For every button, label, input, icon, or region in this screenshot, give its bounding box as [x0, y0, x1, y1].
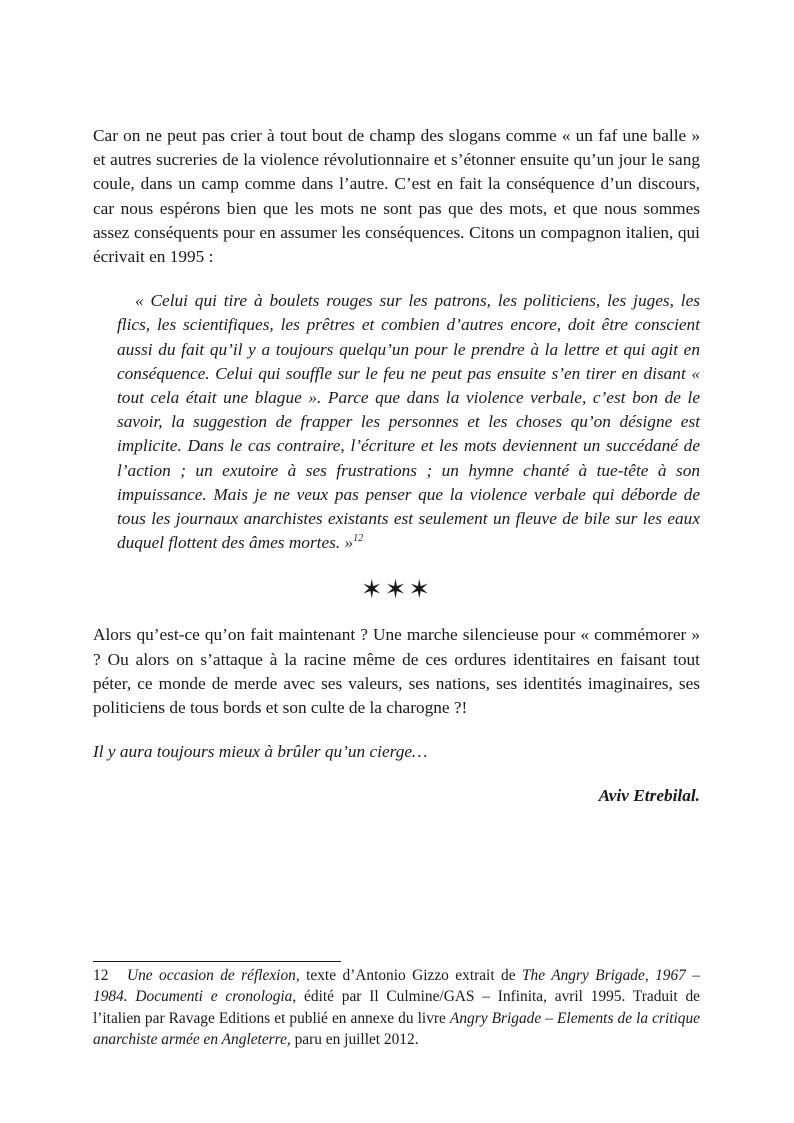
footnote-source: The Angry Brigade, 1967 – 1984. Documenti e cronologia: [93, 967, 700, 1006]
block-quote: [117, 289, 700, 555]
footnote: [93, 965, 700, 1050]
author-signature: Aviv Etrebilal.: [598, 786, 700, 806]
closing-line: Il y aura toujours mieux à brûler qu’un cierge…: [93, 742, 428, 762]
footnote-title: Une occasion de réflexion: [127, 967, 296, 984]
footnote-text-3: paru en juillet 2012.: [290, 1030, 419, 1048]
section-separator: ✶✶✶: [360, 575, 433, 606]
paragraph-question: Alors qu’est-ce qu’on fait maintenant ? Une marche silencieuse pour « commémorer » ? Ou alors on s’attaque à la racine même de ces ordures identitaires en faisant tout péter, ce monde de merde avec ses valeurs, ses nations, ses identités imaginaires, ses politiciens de tous bords et son culte de la charogne ?!: [93, 625, 700, 718]
footnote-book: Angry Brigade – Elements de la critique anarchiste armée en Angleterre,: [93, 1009, 700, 1048]
page-body: [93, 124, 700, 809]
footnote-text-1: , texte d’Antonio Gizzo extrait de: [295, 967, 522, 984]
footnote-reference[interactable]: 12: [353, 533, 364, 545]
quote-text: « Celui qui tire à boulets rouges sur les patrons, les politiciens, les juges, les flics, les scientifiques, les prêtres et combien d’autres encore, doit être conscient aussi du fait qu’il y a toujours quelqu’un pour le prendre à la lettre et qui agit en conséquence. Celui qui souffle sur le feu ne peut pas ensuite s’en tirer en disant « tout cela était une blague ». Parce que dans la violence verbale, c’est bon de le savoir, la suggestion de frapper les personnes et les choses qu’on désigne est implicite. Dans le cas contraire, l’écriture et les mots deviennent un succédané de l’action ; un exutoire à ses frustrations ; un hymne chanté à tue-tête à son impuissance. Mais je ne veux pas penser que la violence verbale qui déborde de tous les journaux anarchistes existants est seulement un fleuve de bile sur les eaux duquel flottent des âmes mortes. »: [117, 291, 700, 553]
footnote-text-2: , édité par Il Culmine/GAS – Infinita, avril 1995. Traduit de l’italien par Ravage Editions et publié en annexe du livre: [93, 988, 701, 1027]
paragraph-intro: Car on ne peut pas crier à tout bout de champ des slogans comme « un faf une balle » et autres sucreries de la violence révolutionnaire et s’étonner ensuite qu’un jour le sang coule, dans un camp comme dans l’autre. C’est en fait la conséquence d’un discours, car nous espérons bien que les mots ne sont pas que des mots, et que nous sommes assez conséquents pour en assumer les conséquences. Citons un compagnon italien, qui écrivait en 1995 :: [93, 126, 700, 267]
footnote-number: 12: [93, 967, 109, 984]
footnote-divider: [93, 961, 341, 962]
